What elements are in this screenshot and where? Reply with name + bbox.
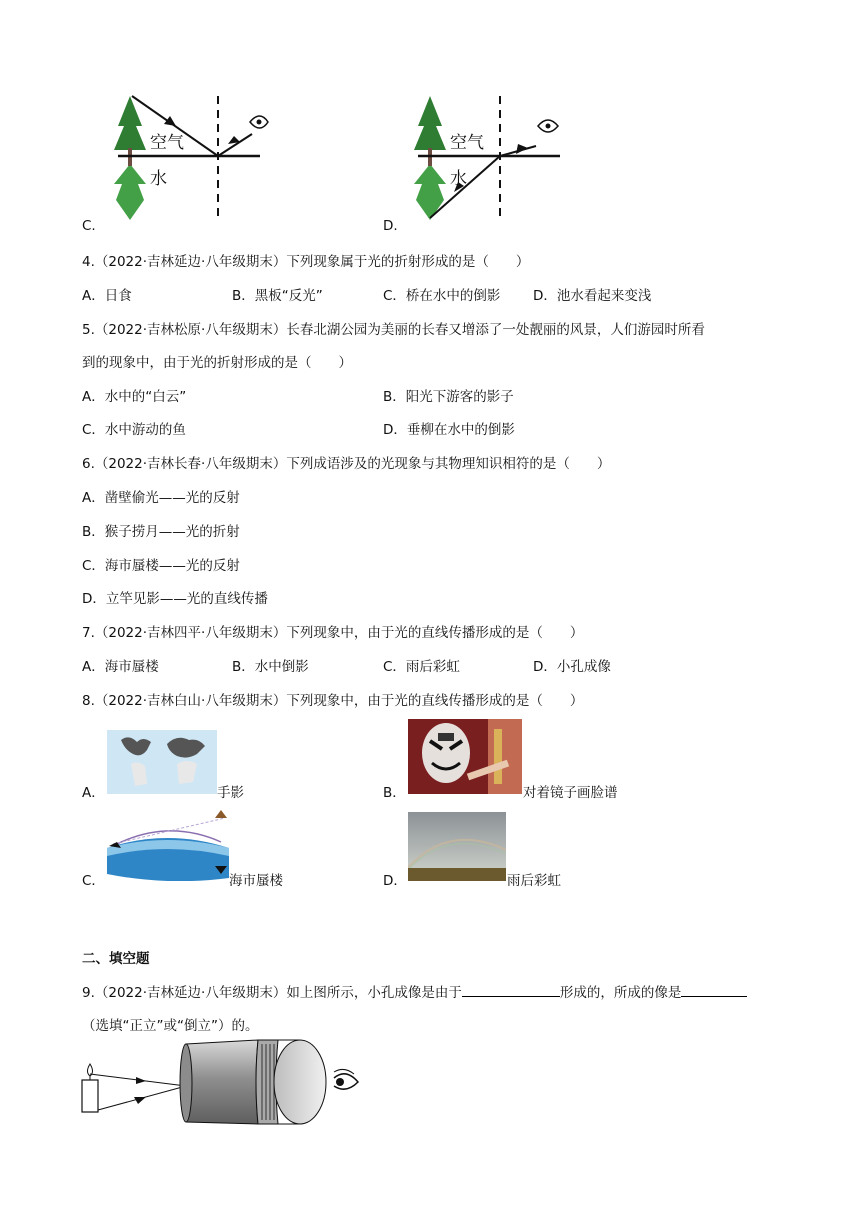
q9-stem-line2: （选填“正立”或“倒立”）的。	[82, 1018, 259, 1034]
q9-stem-part2: 形成的，所成的像是	[559, 985, 682, 1001]
q4-option-d: D．池水看起来变浅	[533, 288, 652, 304]
q4-option-b: B．黑板“反光”	[232, 288, 323, 304]
q9-blank-1[interactable]	[462, 982, 560, 997]
q8-option-c-letter: C．	[82, 873, 105, 889]
water-label: 水	[450, 169, 467, 189]
q7-option-b: B．水中倒影	[232, 659, 309, 675]
q4-option-c: C．桥在水中的倒影	[383, 288, 501, 304]
q8-option-a-letter: A．	[82, 785, 105, 801]
q8-option-c-caption: 海市蜃楼	[229, 873, 283, 889]
q6-option-d: D．立竿见影——光的直线传播	[82, 591, 268, 607]
q6-option-c: C．海市蜃楼——光的反射	[82, 558, 240, 574]
q7-option-d: D．小孔成像	[533, 659, 611, 675]
q8-option-b-letter: B．	[383, 785, 406, 801]
refraction-diagram-d	[410, 88, 570, 224]
face-painting-image	[408, 719, 522, 794]
q8-option-d-caption: 雨后彩虹	[507, 873, 561, 889]
q4-stem: 4.（2022·吉林延边·八年级期末）下列现象属于光的折射形成的是（ ）	[82, 254, 530, 270]
q5-option-b: B．阳光下游客的影子	[383, 389, 514, 405]
q3-option-d-label: D.	[383, 218, 398, 234]
tree-icon	[414, 96, 446, 220]
q5-option-a: A．水中的“白云”	[82, 389, 187, 405]
q8-option-b-caption: 对着镜子画脸谱	[523, 785, 618, 801]
pinhole-camera-diagram	[78, 1036, 368, 1128]
q5-option-c: C．水中游动的鱼	[82, 422, 186, 438]
q8-option-d-letter: D．	[383, 873, 407, 889]
section-heading: 二、填空题	[82, 951, 150, 967]
q5-option-d: D．垂柳在水中的倒影	[383, 422, 515, 438]
q9-stem-line1	[82, 981, 747, 1001]
mirage-image	[107, 808, 229, 881]
rainbow-image	[408, 812, 506, 881]
hand-shadow-image	[107, 730, 217, 794]
q7-option-c: C．雨后彩虹	[383, 659, 460, 675]
q5-stem-line1: 5.（2022·吉林松原·八年级期末）长春北湖公园为美丽的长春又增添了一处靓丽的风景，人们游园时所看	[82, 322, 705, 338]
q8-stem: 8.（2022·吉林白山·八年级期末）下列现象中，由于光的直线传播形成的是（ ）	[82, 693, 584, 709]
refraction-diagram-c	[110, 88, 270, 224]
q5-stem-line2: 到的现象中，由于光的折射形成的是（ ）	[82, 355, 352, 371]
q4-option-a: A．日食	[82, 288, 132, 304]
air-label: 空气	[450, 133, 484, 153]
water-label: 水	[150, 169, 167, 189]
q7-stem: 7.（2022·吉林四平·八年级期末）下列现象中，由于光的直线传播形成的是（ ）	[82, 625, 584, 641]
q9-stem-part1: 9.（2022·吉林延边·八年级期末）如上图所示，小孔成像是由于	[82, 985, 462, 1001]
q9-blank-2[interactable]	[681, 982, 747, 997]
q3-option-c-label: C.	[82, 218, 96, 234]
q6-option-a: A．凿壁偷光——光的反射	[82, 490, 240, 506]
air-label: 空气	[150, 133, 184, 153]
q6-option-b: B．猴子捞月——光的折射	[82, 524, 240, 540]
eye-icon	[538, 120, 558, 132]
q7-option-a: A．海市蜃楼	[82, 659, 159, 675]
eye-icon	[250, 116, 268, 128]
tree-icon	[114, 96, 146, 220]
q6-stem: 6.（2022·吉林长春·八年级期末）下列成语涉及的光现象与其物理知识相符的是（ ）	[82, 456, 611, 472]
candle-icon	[82, 1064, 98, 1112]
eye-icon	[334, 1069, 358, 1089]
q8-option-a-caption: 手影	[217, 785, 244, 801]
